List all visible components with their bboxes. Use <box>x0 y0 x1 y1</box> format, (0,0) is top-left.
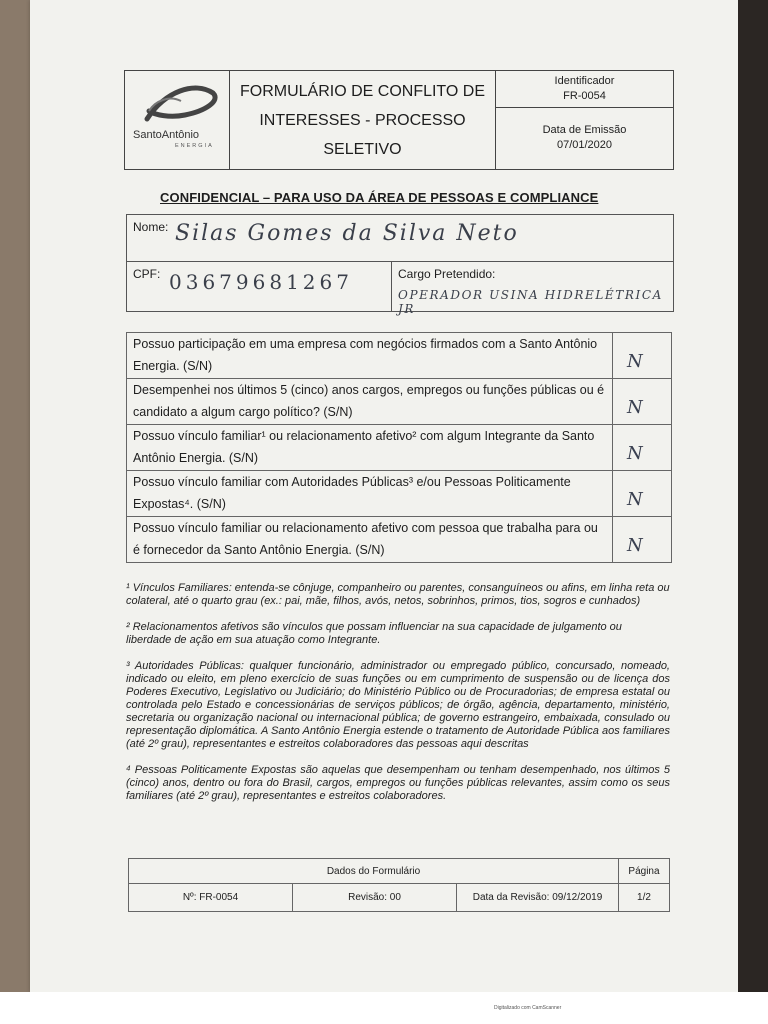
footnotes <box>126 582 670 816</box>
form-title: FORMULÁRIO DE CONFLITO DE INTERESSES - PROCESSO SELETIVO <box>230 71 496 169</box>
cpf-cargo-row <box>127 262 673 316</box>
form-data-label: Dados do Formulário <box>129 859 619 883</box>
page-label: Página <box>628 865 660 877</box>
confidential-heading: CONFIDENCIAL – PARA USO DA ÁREA DE PESSOAS E COMPLIANCE <box>160 190 599 205</box>
logo-name: SantoAntônio <box>133 129 200 141</box>
question-row <box>127 379 671 425</box>
question-text: Possuo vínculo familiar¹ ou relacionamento afetivo² com algum Integrante da Santo Antônio Energia. (S/N) <box>127 425 613 470</box>
questions-table <box>126 332 672 563</box>
cpf-label: CPF: <box>133 267 161 281</box>
scan-footer-strip <box>0 992 768 1024</box>
footnote-public-authorities: ³ Autoridades Públicas: qualquer funcionário, administrador ou empregado público, concursado, nomeado, indicado ou eleito, em pleno exercício de suas funções ou em cumprimento de suspensão ou de licença dos Poderes Executivo, Legislativo ou Judiciário; do Ministério Público ou de Procuradorias; de empresa estatal ou controlada pelo Estado e concessionárias de serviços públicos; de órgão, agência, departamento, ministério, secretaria ou organização nacional ou internacional pública; de governo estrangeiro, embaixada, consulado ou representação diplomática. A Santo Antônio Energia estende o tratamento de Autoridade Pública aos familiares (até 2º grau), representantes e estreitos colaboradores das pessoas aqui descritas <box>126 660 670 750</box>
logo-subtitle: ENERGIA <box>175 143 214 149</box>
form-data-header-row <box>129 859 669 884</box>
question-row <box>127 425 671 471</box>
cpf-field[interactable] <box>127 262 392 311</box>
question-row <box>127 333 671 379</box>
question-row <box>127 517 671 562</box>
issue-date-label: Data de Emissão <box>542 124 627 137</box>
answer-cell[interactable] <box>613 471 671 516</box>
question-row <box>127 471 671 517</box>
form-number: Nº: FR-0054 <box>129 884 293 911</box>
cargo-label: Cargo Pretendido: <box>398 267 496 281</box>
identifier-label: Identificador <box>554 74 615 87</box>
form-header <box>124 70 674 170</box>
question-text: Possuo vínculo familiar com Autoridades Públicas³ e/ou Pessoas Politicamente Expostas⁴. (S/N) <box>127 471 613 516</box>
cpf-value: 03679681267 <box>169 270 353 294</box>
company-logo <box>125 71 230 169</box>
name-row[interactable] <box>127 215 673 262</box>
identification-box <box>126 214 674 316</box>
answer-cell[interactable] <box>613 333 671 378</box>
cargo-value: OPERADOR USINA HIDRELÉTRICA JR <box>398 288 663 316</box>
page-value: 1/2 <box>637 892 651 903</box>
form-data-table <box>128 858 670 912</box>
question-text: Possuo vínculo familiar ou relacionamento afetivo com pessoa que trabalha para ou é fornecedor da Santo Antônio Energia. (S/N) <box>127 517 613 562</box>
form-data-values-row <box>129 884 669 911</box>
answer-value: N <box>627 351 643 372</box>
cargo-field[interactable] <box>392 262 673 316</box>
identifier-cell <box>496 71 673 107</box>
answer-value: N <box>627 535 643 556</box>
answer-cell[interactable] <box>613 425 671 470</box>
answer-cell[interactable] <box>613 379 671 424</box>
question-text: Desempenhei nos últimos 5 (cinco) anos cargos, empregos ou funções públicas ou é candidato a algum cargo político? (S/N) <box>127 379 613 424</box>
issue-date-cell <box>496 107 673 169</box>
name-label: Nome: <box>133 220 169 234</box>
footnote-pep: ⁴ Pessoas Politicamente Expostas são aquelas que desempenham ou tenham desempenhado, nos últimos 5 (cinco) anos, dentro ou fora do Brasil, cargos, empregos ou funções públicas relevantes, assim como os seus familiares (até 2º grau), representantes e estreitos colaboradores. <box>126 764 670 802</box>
issue-date-value: 07/01/2020 <box>556 139 613 152</box>
footnote-family: ¹ Vínculos Familiares: entenda-se cônjuge, companheiro ou parentes, consanguíneos ou afins, em linha reta ou colateral, até o quarto grau (ex.: pai, mãe, filhos, avós, netos, sobrinhos, primos, tios, sogros e cunhados) <box>126 582 670 607</box>
answer-value: N <box>627 443 643 464</box>
background-edge <box>738 0 768 992</box>
name-value: Silas Gomes da Silva Neto <box>175 221 519 246</box>
scanner-watermark: Digitalizado com CamScanner <box>494 1005 562 1011</box>
answer-value: N <box>627 489 643 510</box>
identifier-value: FR-0054 <box>563 89 606 102</box>
revision-date: Data da Revisão: 09/12/2019 <box>457 884 619 911</box>
form-revision: Revisão: 00 <box>293 884 457 911</box>
question-text: Possuo participação em uma empresa com negócios firmados com a Santo Antônio Energia. (S/N) <box>127 333 613 378</box>
santo-antonio-logo-icon <box>125 71 229 169</box>
header-meta <box>496 71 673 169</box>
answer-cell[interactable] <box>613 517 671 562</box>
footnote-affective: ² Relacionamentos afetivos são vínculos que possam influenciar na sua capacidade de julgamento ou liberdade de ação em sua atuação como Integrante. <box>126 621 622 646</box>
answer-value: N <box>627 397 643 418</box>
